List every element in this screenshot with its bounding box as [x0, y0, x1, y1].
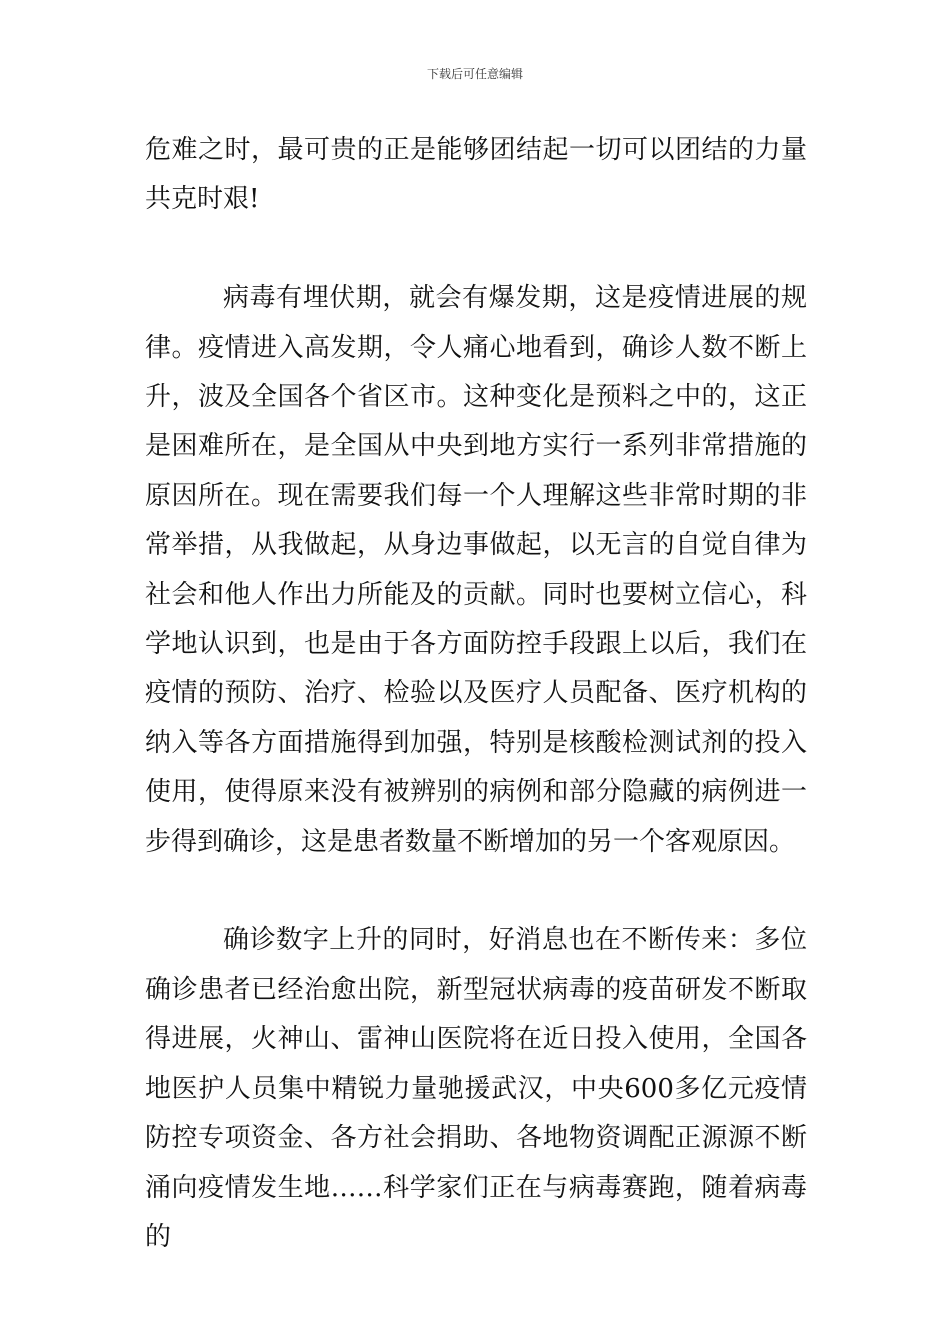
- paragraph-spacer: [145, 867, 807, 916]
- page-header: 下载后可任意编辑: [426, 67, 523, 81]
- paragraph-spacer: [145, 225, 807, 274]
- paragraph-2: 病毒有埋伏期，就会有爆发期，这是疫情进展的规律。疫情进入高发期，令人痛心地看到，确诊人数不断上升，波及全国各个省区市。这种变化是预料之中的，这正是困难所在，是全国从中央到地方实行一系列非常措施的原因所在。现在需要我们每一个人理解这些非常时期的非常举措，从我做起，从身边事做起，以无言的自觉自律为社会和他人作出力所能及的贡献。同时也要树立信心，科学地认识到，也是由于各方面防控手段跟上以后，我们在疫情的预防、治疗、检验以及医疗人员配备、医疗机构的纳入等各方面措施得到加强，特别是核酸检测试剂的投入使用，使得原来没有被辨别的病例和部分隐藏的病例进一步得到确诊，这是患者数量不断增加的另一个客观原因。: [145, 283, 807, 857]
- document-body: [145, 126, 807, 1262]
- paragraph-1: 危难之时，最可贵的正是能够团结起一切可以团结的力量共克时艰!: [145, 135, 807, 215]
- paragraph-3: 确诊数字上升的同时，好消息也在不断传来：多位确诊患者已经治愈出院，新型冠状病毒的疫苗研发不断取得进展，火神山、雷神山医院将在近日投入使用，全国各地医护人员集中精锐力量驰援武汉，中央600多亿元疫情防控专项资金、各方社会捐助、各地物资调配正源源不断涌向疫情发生地……科学家们正在与病毒赛跑，随着病毒的: [145, 925, 807, 1252]
